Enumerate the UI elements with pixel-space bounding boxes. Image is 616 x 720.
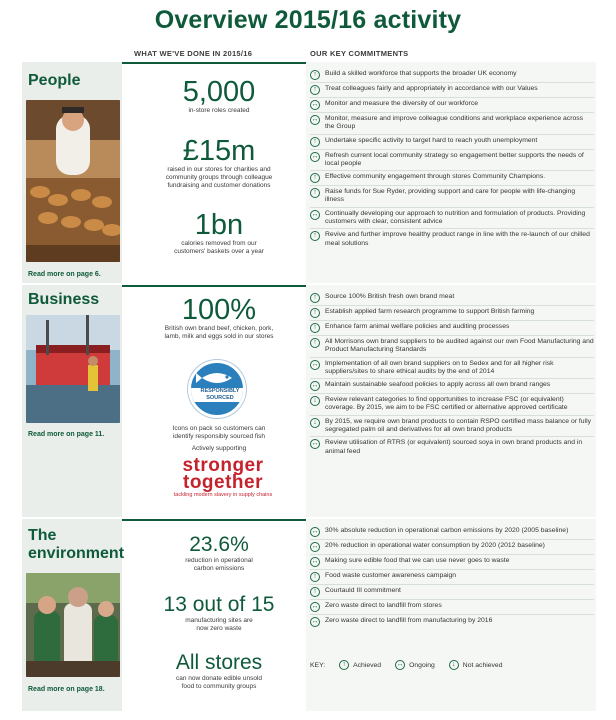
arrows-horizontal-icon: ↔ xyxy=(311,360,319,368)
commitment-text: By 2015, we require own brand products to contain RSPO certified mass balance or fully segregated palm oil and derivatives for all own brand products xyxy=(325,417,591,434)
commitment-text: All Morrisons own brand suppliers to be audited against our own Food Manufacturing and Product Manufacturing Standards xyxy=(325,338,594,354)
stat-food-donation: All stores can now donate edible unsold food to community groups xyxy=(175,651,263,690)
commitment-text: Implementation of all own brand suppliers on to Sedex and for all higher risk suppliers/sites to share ethical audits by the end of 2014 xyxy=(325,359,554,375)
commitment-item xyxy=(310,98,594,113)
section-title: People xyxy=(28,72,81,89)
supporting-label: Actively supporting xyxy=(191,445,247,452)
arrow-down-icon: ↓ xyxy=(310,396,320,406)
arrow-up-icon: ↑ xyxy=(310,338,320,348)
commitment-item xyxy=(310,83,594,98)
read-more-link[interactable]: Read more on page 6. xyxy=(28,271,101,278)
commitment-item xyxy=(310,208,594,230)
commitment-text: Review utilisation of RTRS (or equivalent) sourced soya in own brand products and in animal feed xyxy=(325,439,583,455)
commitment-text: Treat colleagues fairly and appropriately in accordance with our Values xyxy=(325,85,538,92)
commitment-text: Zero waste direct to landfill from stores xyxy=(325,602,442,609)
stat-carbon: 23.6% reduction in operational carbon emissions xyxy=(185,533,253,572)
stat-icons: Icons on pack so customers can identify responsibly sourced fish xyxy=(172,425,266,440)
commitment-text: Enhance farm animal welfare policies and auditing processes xyxy=(325,323,510,330)
commitment-text: Courtauld III commitment xyxy=(325,587,401,594)
arrow-up-icon: ↑ xyxy=(310,323,320,333)
arrows-horizontal-icon: ↔ xyxy=(311,618,319,625)
arrow-up-icon: ↑ xyxy=(310,587,320,597)
commitment-item xyxy=(310,291,594,306)
commitment-text: Revive and further improve healthy product range in line with the re-launch of our chilled meal solutions xyxy=(325,231,590,247)
responsibly-sourced-logo: RESPONSIBLY SOURCED xyxy=(188,360,246,418)
commitment-text: Effective community engagement through stores Community Champions. xyxy=(325,173,546,181)
commitment-text: Undertake specific activity to target hard to reach youth unemployment xyxy=(325,136,538,144)
colleagues-photo xyxy=(26,573,120,677)
commitment-text: Establish applied farm research programme to support British farming xyxy=(325,308,535,315)
commitment-item xyxy=(310,437,594,458)
commitment-item xyxy=(310,416,594,438)
section-business xyxy=(22,285,596,517)
commitment-text: Raise funds for Sue Ryder, providing support and care for people with life-changing illness xyxy=(325,188,576,204)
arrows-horizontal-icon: ↔ xyxy=(311,603,319,610)
section-title: Business xyxy=(28,291,100,308)
commitment-item xyxy=(310,570,594,585)
stat-roles: 5,000 in-store roles created xyxy=(182,76,256,114)
commitment-item xyxy=(310,600,594,615)
arrow-up-icon: ↑ xyxy=(339,660,349,670)
commitment-text: Refresh current local community strategy so engagement better supports the needs of local people xyxy=(325,151,584,167)
arrows-horizontal-icon: ↔ xyxy=(311,440,319,448)
arrow-up-icon: ↑ xyxy=(310,188,320,198)
people-commitments xyxy=(310,68,594,250)
arrow-up-icon: ↑ xyxy=(310,231,320,241)
business-commitments xyxy=(310,291,594,458)
commitment-text: Monitor, measure and improve colleague conditions and workplace experience across the Group xyxy=(325,115,584,131)
arrow-up-icon: ↑ xyxy=(310,70,320,80)
commitment-item xyxy=(310,68,594,83)
commitment-item xyxy=(310,321,594,336)
commitment-item xyxy=(310,135,594,150)
key-ongoing: Ongoing xyxy=(409,661,435,669)
arrow-up-icon: ↑ xyxy=(310,572,320,582)
arrows-horizontal-icon: ↔ xyxy=(311,382,319,390)
arrow-up-icon: ↑ xyxy=(310,308,320,318)
commitment-item xyxy=(310,229,594,250)
stronger-together-logo: stronger together tackling modern slavery in supply chains xyxy=(173,455,273,498)
arrow-down-icon: ↓ xyxy=(310,418,320,428)
baker-photo xyxy=(26,100,120,262)
commitment-item xyxy=(310,585,594,600)
arrows-horizontal-icon: ↔ xyxy=(311,152,319,160)
page-title: Overview 2015/16 activity xyxy=(154,6,462,34)
commitment-item xyxy=(310,379,594,394)
arrow-up-icon: ↑ xyxy=(310,85,320,95)
arrows-horizontal-icon: ↔ xyxy=(311,101,319,108)
arrow-up-icon: ↑ xyxy=(310,137,320,147)
arrows-horizontal-icon: ↔ xyxy=(311,528,319,535)
commitment-item xyxy=(310,306,594,321)
environment-commitments xyxy=(310,525,594,629)
commitment-item xyxy=(310,358,594,380)
stat-british: 100% British own brand beef, chicken, pork, lamb, milk and eggs sold in our stores xyxy=(164,294,274,340)
arrow-up-icon: ↑ xyxy=(310,293,320,303)
commitment-item xyxy=(310,150,594,172)
read-more-link[interactable]: Read more on page 18. xyxy=(28,686,105,693)
stat-calories: 1bn calories removed from our customers' baskets over a year xyxy=(174,209,264,255)
commitment-text: Maintain sustainable seafood policies to apply across all own brand ranges xyxy=(325,381,551,389)
arrows-horizontal-icon: ↔ xyxy=(311,210,319,218)
arrow-up-icon: ↑ xyxy=(310,173,320,183)
section-people xyxy=(22,62,596,283)
stat-funds: £15m raised in our stores for charities and community groups through colleague fundraising and customer donations xyxy=(165,135,273,189)
fishing-boat-photo xyxy=(26,315,120,423)
commitment-item xyxy=(310,336,594,358)
commitment-text: Zero waste direct to landfill from manufacturing by 2016 xyxy=(325,617,493,624)
commitment-text: Food waste customer awareness campaign xyxy=(325,572,457,579)
commitment-item xyxy=(310,113,594,135)
commitment-text: Making sure edible food that we can use never goes to waste xyxy=(325,557,510,564)
commitment-text: Continually developing our approach to nutrition and formulation of products. Providing customers with clear, consistent advice xyxy=(325,209,586,226)
arrows-horizontal-icon: ↔ xyxy=(396,661,404,668)
arrows-horizontal-icon: ↔ xyxy=(311,116,319,123)
key-label: KEY: xyxy=(310,661,326,669)
commitment-text: 20% reduction in operational water consumption by 2020 (2012 baseline) xyxy=(325,542,545,549)
stat-zero-waste: 13 out of 15 manufacturing sites are now zero waste xyxy=(163,593,275,632)
section-title: The environment xyxy=(28,527,125,562)
commitment-item xyxy=(310,615,594,629)
commitment-text: Source 100% British fresh own brand meat xyxy=(325,293,455,300)
commitment-item xyxy=(310,540,594,555)
arrows-horizontal-icon: ↔ xyxy=(311,543,319,550)
column-header-commitments: OUR KEY COMMITMENTS xyxy=(310,49,409,58)
commitment-item xyxy=(310,171,594,186)
section-environment xyxy=(22,519,596,711)
key-achieved: Achieved xyxy=(353,661,382,669)
legend-key xyxy=(310,660,516,670)
commitment-text: 30% absolute reduction in operational carbon emissions by 2020 (2005 baseline) xyxy=(325,527,569,534)
commitment-item xyxy=(310,394,594,416)
read-more-link[interactable]: Read more on page 11. xyxy=(28,431,105,438)
commitment-item xyxy=(310,555,594,570)
key-not-achieved: Not achieved xyxy=(462,661,503,669)
arrows-horizontal-icon: ↔ xyxy=(311,558,319,565)
arrow-down-icon: ↓ xyxy=(449,660,459,670)
column-header-done: WHAT WE'VE DONE IN 2015/16 xyxy=(134,49,253,58)
commitment-item xyxy=(310,525,594,540)
commitment-text: Build a skilled workforce that supports the broader UK economy xyxy=(325,70,517,77)
commitment-text: Review relevant categories to find opportunities to increase FSC (or equivalent) coverage. By 2015, we aim to be FSC certified or alternative approved certificate xyxy=(325,396,568,412)
commitment-text: Monitor and measure the diversity of our workforce xyxy=(325,100,478,107)
commitment-item xyxy=(310,186,594,208)
